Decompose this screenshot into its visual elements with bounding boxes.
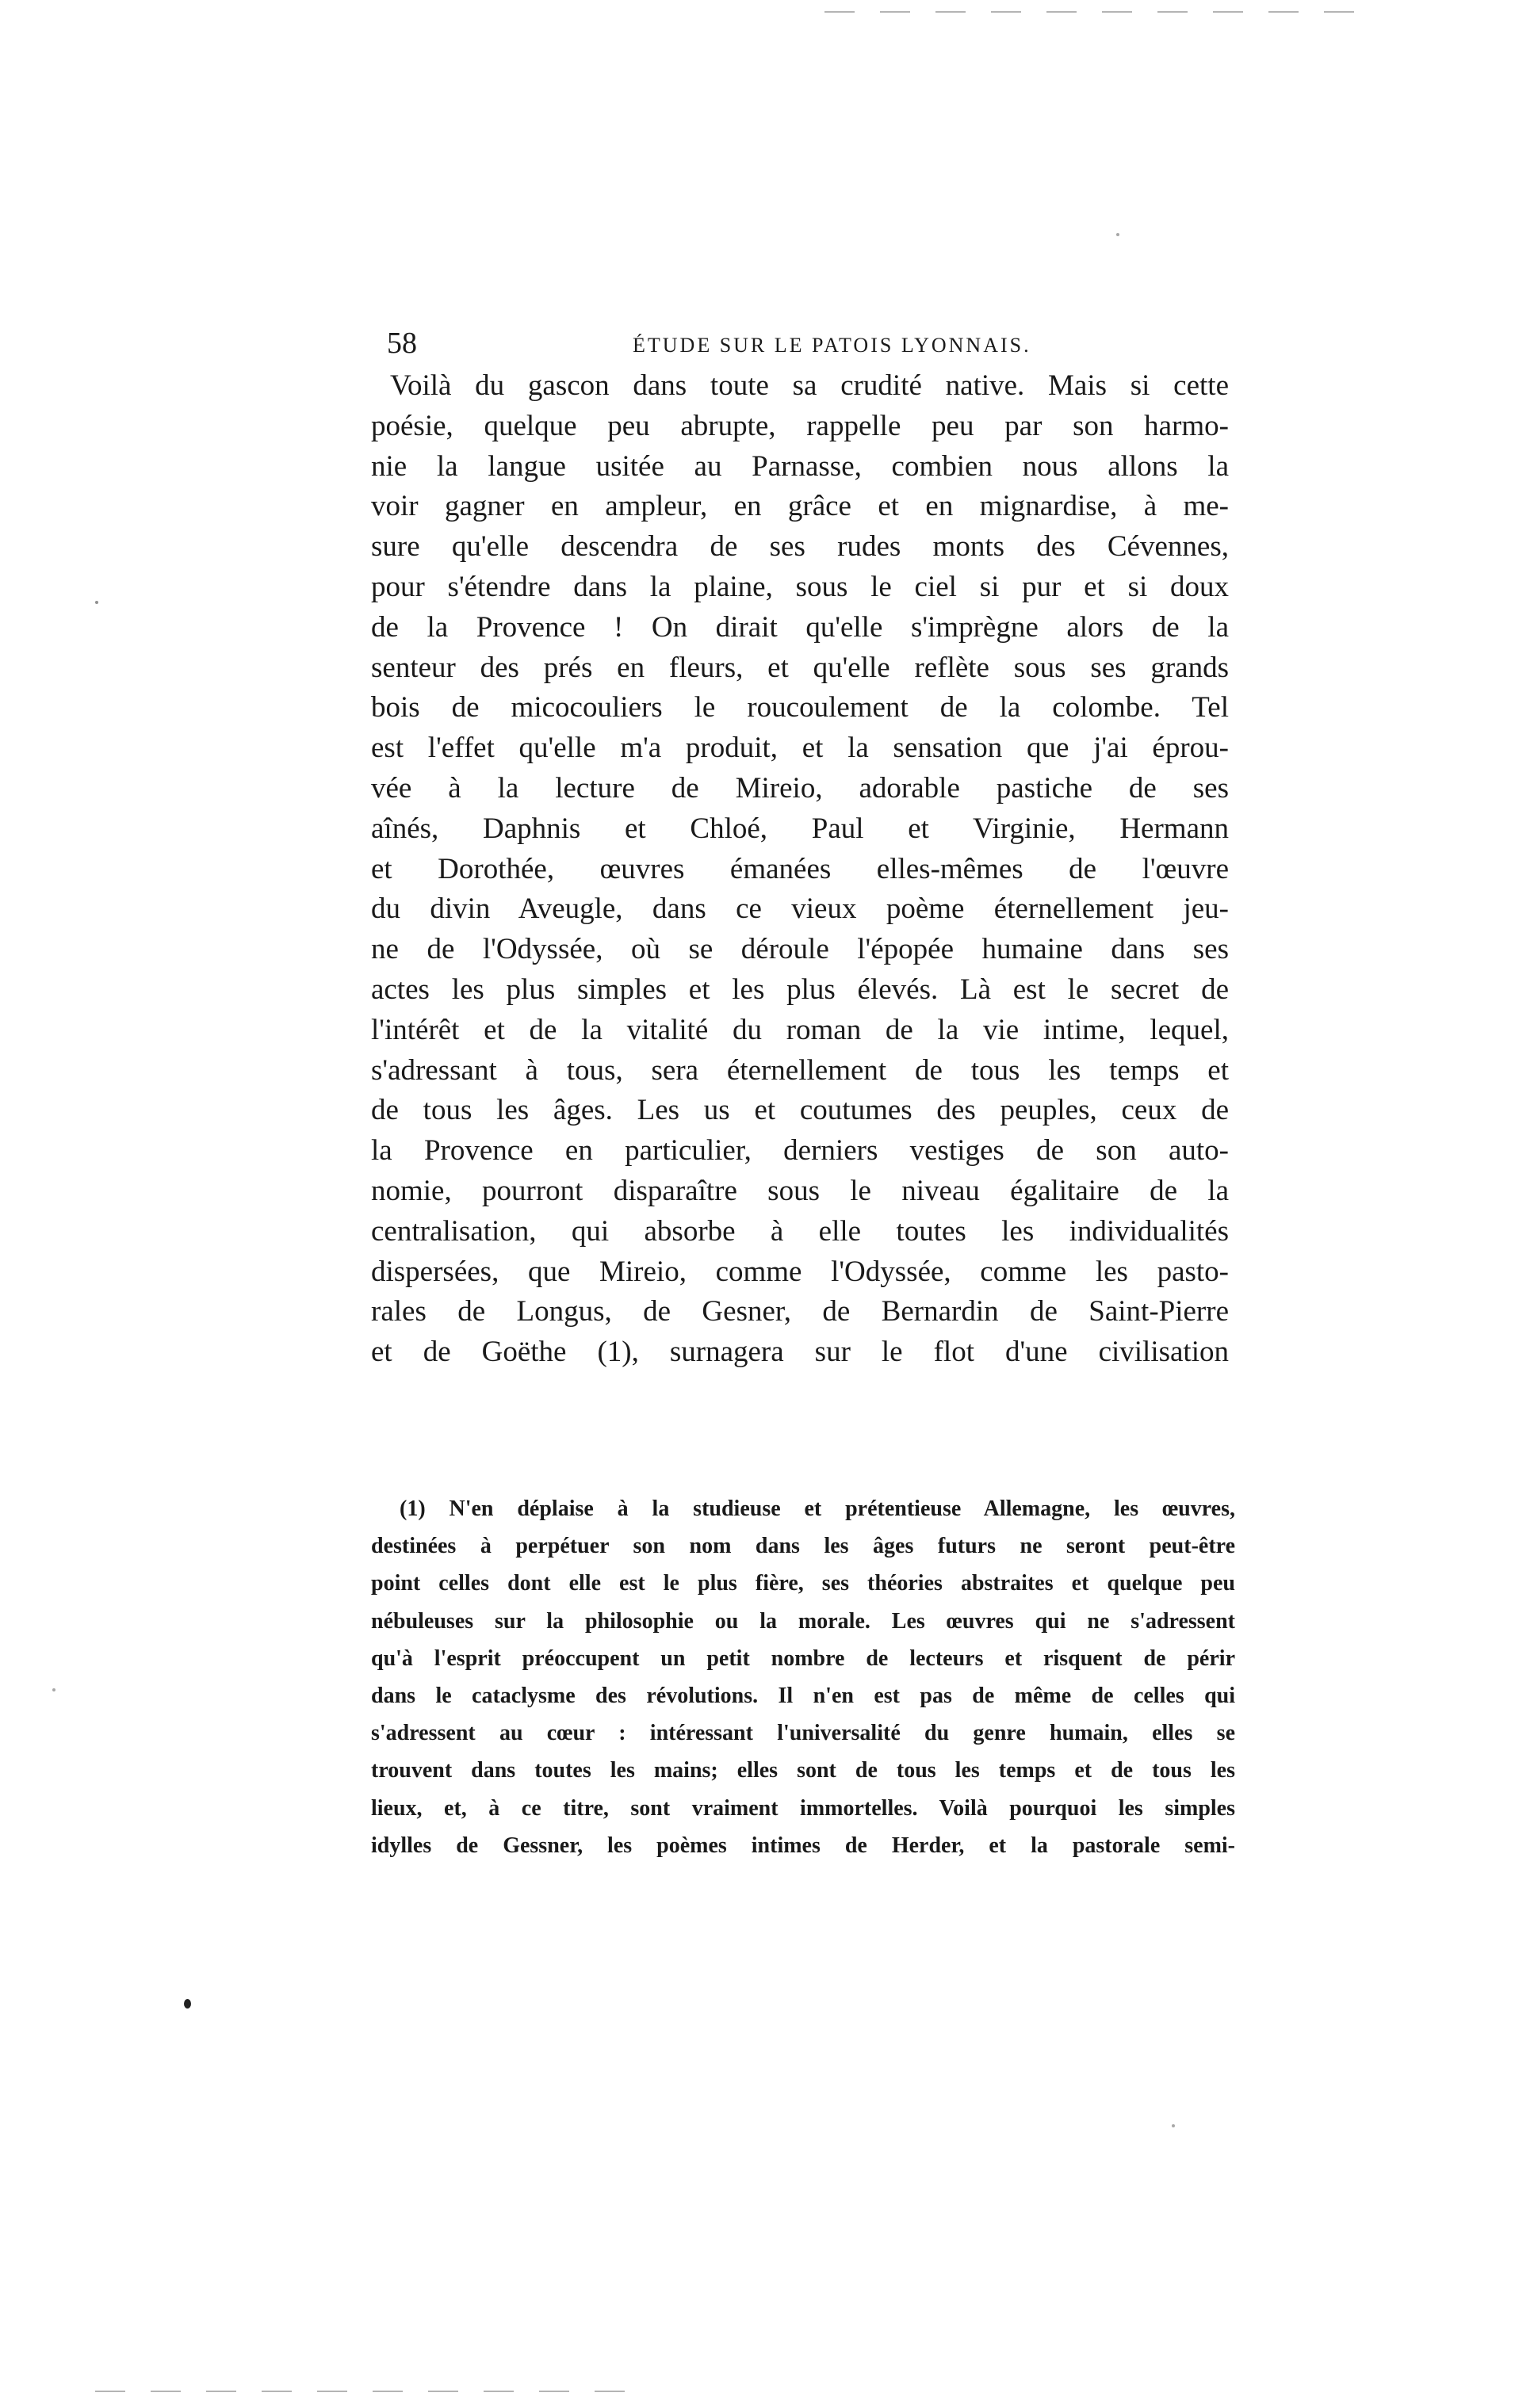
ink-speck	[95, 601, 98, 604]
body-line: nie la langue usitée au Parnasse, combien nous allons la	[371, 449, 1229, 483]
footnote	[371, 1490, 1235, 1864]
body-line: Voilà du gascon dans toute sa crudité native. Mais si cette	[390, 369, 1229, 402]
footnote-line: lieux, et, à ce titre, sont vraiment immortelles. Voilà pourquoi les simples	[371, 1795, 1235, 1821]
body-line: s'adressant à tous, sera éternellement de tous les temps et	[371, 1053, 1229, 1087]
body-line: centralisation, qui absorbe à elle toutes les individualités	[371, 1214, 1229, 1248]
body-line: nomie, pourront disparaître sous le niveau égalitaire de la	[371, 1174, 1229, 1207]
body-line: l'intérêt et de la vitalité du roman de la vie intime, lequel,	[371, 1013, 1229, 1046]
footnote-line: s'adressent au cœur : intéressant l'universalité du genre humain, elles se	[371, 1721, 1235, 1746]
body-line: dispersées, que Mireio, comme l'Odyssée, comme les pasto-	[371, 1255, 1229, 1288]
body-line: voir gagner en ampleur, en grâce et en mignardise, à me-	[371, 490, 1229, 523]
body-text	[371, 366, 1229, 1373]
ink-speck	[1116, 233, 1119, 236]
body-line: de tous les âges. Les us et coutumes des peuples, ceux de	[371, 1094, 1229, 1127]
body-line: senteur des prés en fleurs, et qu'elle reflète sous ses grands	[371, 651, 1229, 684]
running-head	[387, 325, 1100, 365]
body-line: pour s'étendre dans la plaine, sous le ciel si pur et si doux	[371, 570, 1229, 603]
footnote-line: point celles dont elle est le plus fière, ses théories abstraites et quelque peu	[371, 1571, 1235, 1596]
running-title: ÉTUDE SUR LE PATOIS LYONNAIS.	[633, 334, 1031, 357]
top-edge-marks	[824, 11, 1379, 13]
body-line: de la Provence ! On dirait qu'elle s'imprègne alors de la	[371, 610, 1229, 644]
footnote-line: qu'à l'esprit préoccupent un petit nombre de lecteurs et risquent de périr	[371, 1645, 1235, 1671]
footnote-line: destinées à perpétuer son nom dans les âges futurs ne seront peut-être	[371, 1534, 1235, 1559]
body-line: actes les plus simples et les plus élevés. Là est le secret de	[371, 973, 1229, 1006]
ink-speck	[1172, 2124, 1175, 2127]
body-line: bois de micocouliers le roucoulement de la colombe. Tel	[371, 691, 1229, 724]
page-number: 58	[387, 327, 417, 360]
body-line: et de Goëthe (1), surnagera sur le flot d'une civilisation	[371, 1336, 1229, 1369]
ink-speck	[184, 1999, 191, 2009]
footnote-line: idylles de Gessner, les poèmes intimes de Herder, et la pastorale semi-	[371, 1833, 1235, 1858]
body-line: et Dorothée, œuvres émanées elles-mêmes de l'œuvre	[371, 852, 1229, 885]
body-line: est l'effet qu'elle m'a produit, et la sensation que j'ai éprou-	[371, 732, 1229, 765]
body-line: vée à la lecture de Mireio, adorable pastiche de ses	[371, 771, 1229, 805]
body-line: poésie, quelque peu abrupte, rappelle peu par son harmo-	[371, 409, 1229, 442]
footnote-line: dans le cataclysme des révolutions. Il n'en est pas de même de celles qui	[371, 1683, 1235, 1708]
body-line: ne de l'Odyssée, où se déroule l'épopée humaine dans ses	[371, 933, 1229, 966]
body-line: du divin Aveugle, dans ce vieux poème éternellement jeu-	[371, 892, 1229, 926]
body-line: rales de Longus, de Gesner, de Bernardin de Saint-Pierre	[371, 1295, 1229, 1328]
footnote-line: nébuleuses sur la philosophie ou la morale. Les œuvres qui ne s'adressent	[371, 1608, 1235, 1634]
body-line: la Provence en particulier, derniers vestiges de son auto-	[371, 1134, 1229, 1168]
bottom-edge-marks	[95, 2391, 634, 2392]
footnote-line: (1) N'en déplaise à la studieuse et prétentieuse Allemagne, les œuvres,	[400, 1496, 1235, 1521]
footnote-line: trouvent dans toutes les mains; elles sont de tous les temps et de tous les	[371, 1758, 1235, 1783]
body-line: sure qu'elle descendra de ses rudes monts des Cévennes,	[371, 530, 1229, 564]
ink-speck	[52, 1688, 55, 1691]
body-line: aînés, Daphnis et Chloé, Paul et Virginie, Hermann	[371, 812, 1229, 845]
